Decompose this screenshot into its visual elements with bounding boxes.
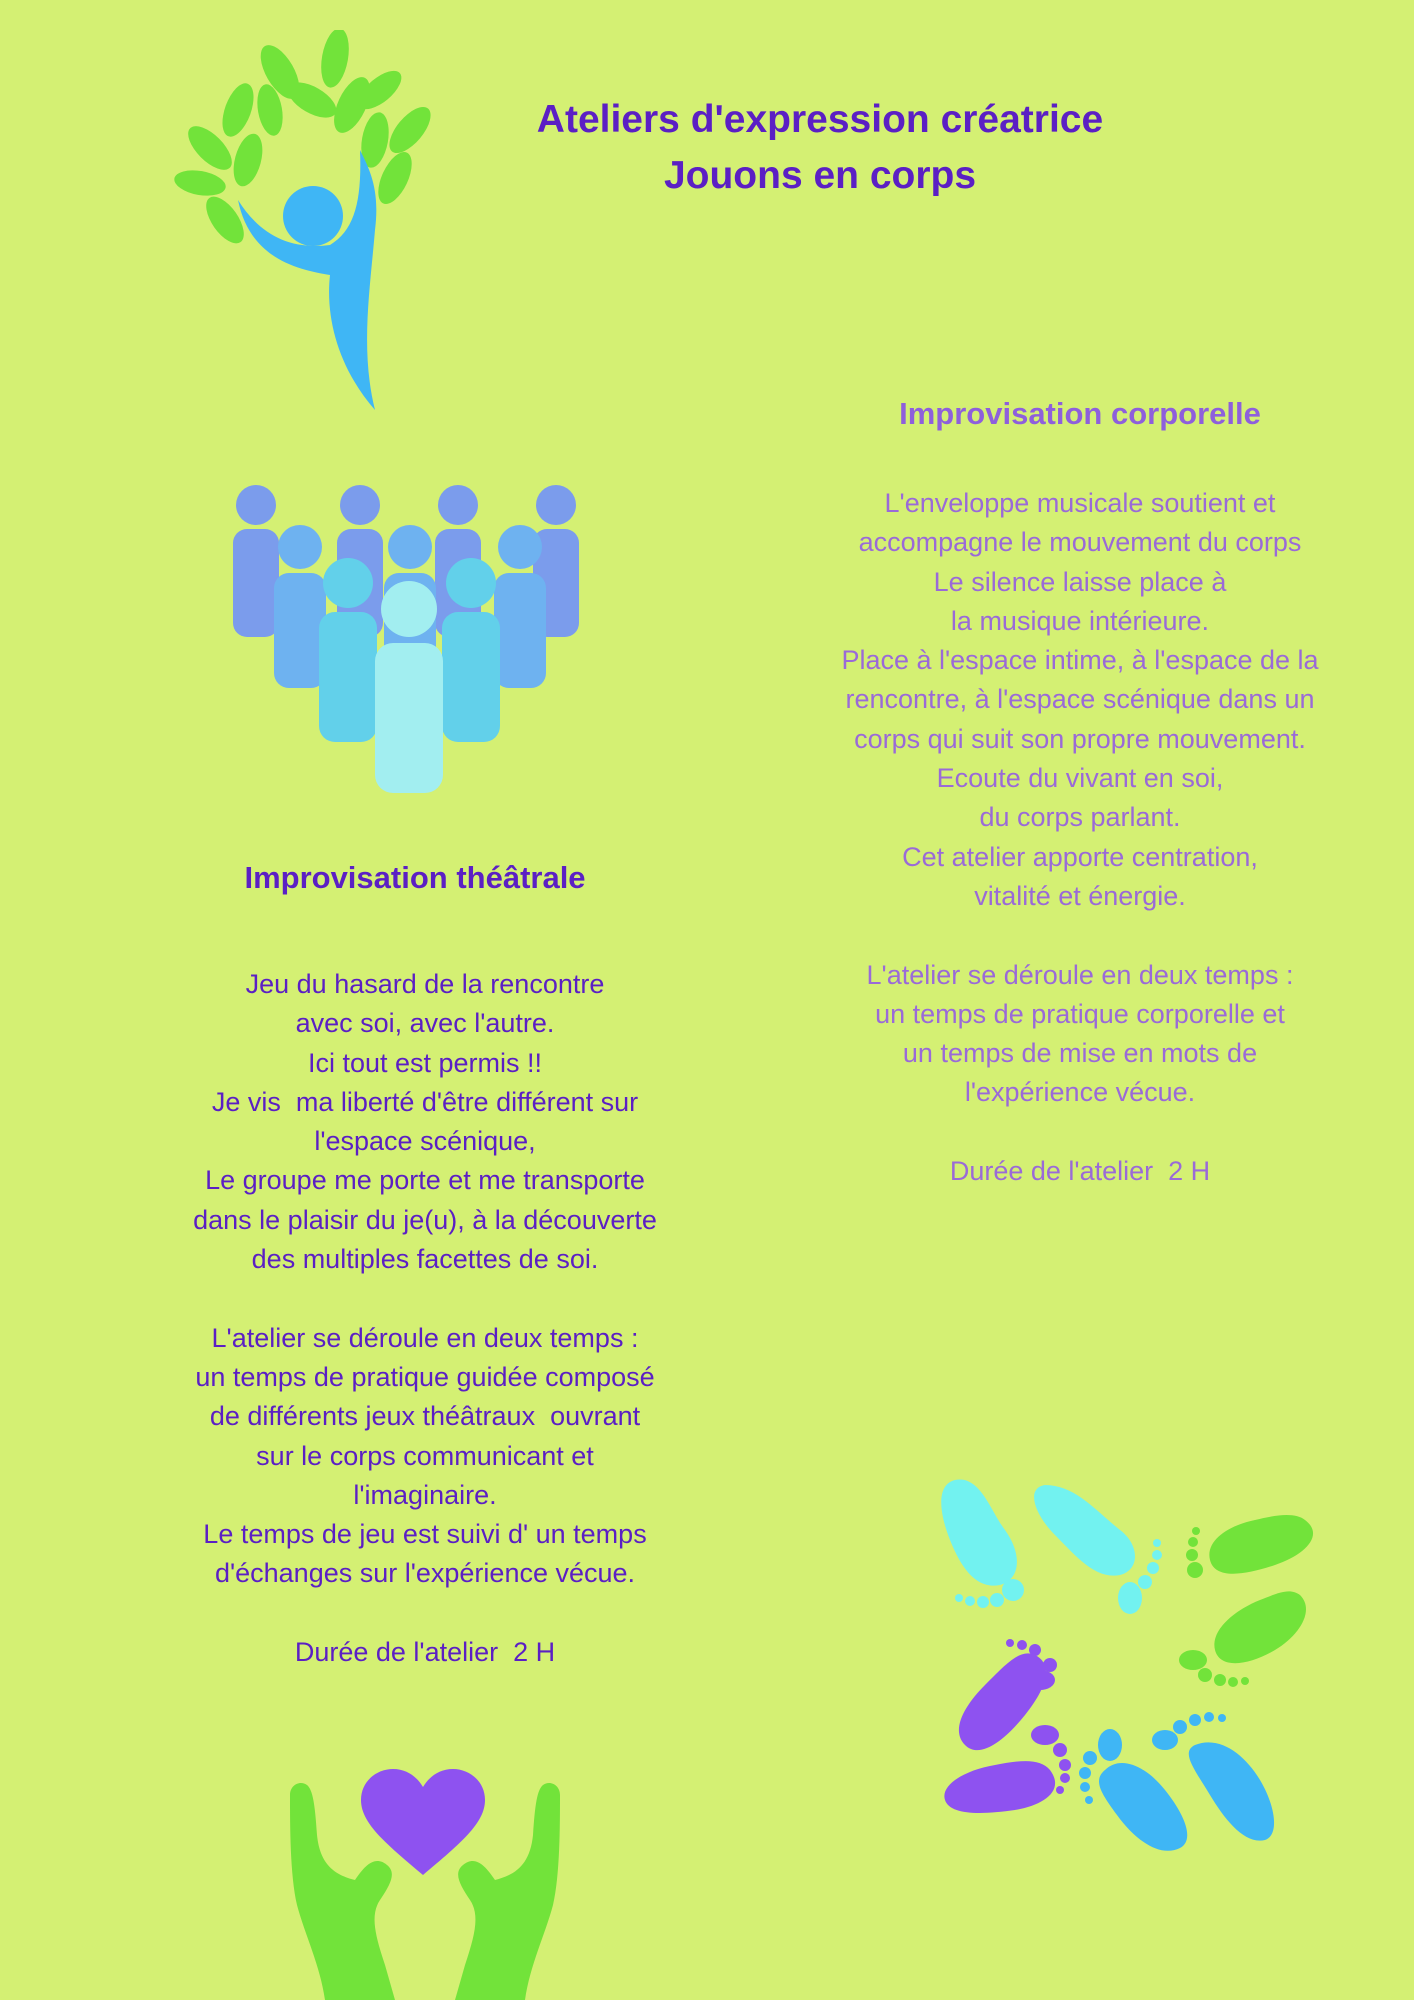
text-line: Ici tout est permis !!: [307, 1047, 543, 1078]
text-line: corps qui suit son propre mouvement.: [854, 723, 1306, 754]
text-line: rencontre, à l'espace scénique dans un: [845, 684, 1315, 715]
text-line: Je vis ma liberté d'être différent sur: [211, 1086, 639, 1117]
text-line: avec soi, avec l'autre.: [295, 1008, 555, 1039]
corporelle-description: [800, 484, 1360, 1191]
group-people-icon: [228, 485, 588, 795]
duration-text: Durée de l'atelier 2 H: [949, 1156, 1211, 1187]
text-line: l'expérience vécue.: [964, 1077, 1196, 1108]
text-line: Ecoute du vivant en soi,: [936, 763, 1224, 794]
text-line: un temps de pratique corporelle et: [875, 998, 1285, 1029]
duration-text: Durée de l'atelier 2 H: [294, 1637, 556, 1668]
text-line: Le groupe me porte et me transporte: [205, 1165, 645, 1196]
text-line: d'échanges sur l'expérience vécue.: [214, 1558, 636, 1589]
text-line: un temps de mise en mots de: [902, 1038, 1258, 1069]
text-line: [150, 1594, 700, 1633]
text-line: L'enveloppe musicale soutient et: [884, 488, 1276, 518]
text-line: Le temps de jeu est suivi d' un temps: [203, 1519, 647, 1550]
text-line: la musique intérieure.: [950, 605, 1210, 636]
text-line: de différents jeux théâtraux ouvrant: [209, 1401, 641, 1432]
page-title: [460, 92, 1180, 204]
section-title-theatrale: Improvisation théâtrale: [244, 860, 586, 895]
text-line: Place à l'espace intime, à l'espace de la: [841, 645, 1319, 676]
text-line: l'espace scénique,: [314, 1126, 536, 1157]
text-line: accompagne le mouvement du corps: [858, 527, 1302, 558]
title-line-2: Jouons en corps: [663, 154, 977, 197]
text-line: [800, 1113, 1360, 1152]
text-line: sur le corps communicant et: [256, 1440, 594, 1471]
text-line: des multiples facettes de soi.: [251, 1244, 599, 1275]
text-line: du corps parlant.: [979, 802, 1181, 833]
text-line: [150, 1279, 700, 1318]
text-line: un temps de pratique guidée composé: [195, 1361, 655, 1392]
hands-heart-icon: [285, 1765, 565, 2000]
text-line: [800, 916, 1360, 955]
text-line: l'imaginaire.: [353, 1479, 497, 1510]
section-title-corporelle: Improvisation corporelle: [899, 396, 1261, 431]
theatrale-description: [150, 965, 700, 1672]
text-line: L'atelier se déroule en deux temps :: [211, 1322, 639, 1353]
text-line: vitalité et énergie.: [974, 880, 1186, 911]
title-line-1: Ateliers d'expression créatrice: [536, 98, 1104, 141]
text-line: dans le plaisir du je(u), à la découverte: [193, 1204, 657, 1235]
text-line: Cet atelier apporte centration,: [902, 841, 1258, 872]
tree-person-icon: [170, 30, 440, 415]
text-line: Jeu du hasard de la rencontre: [245, 969, 605, 999]
footprints-icon: [905, 1470, 1345, 1890]
text-line: L'atelier se déroule en deux temps :: [866, 959, 1294, 990]
text-line: Le silence laisse place à: [933, 566, 1227, 597]
